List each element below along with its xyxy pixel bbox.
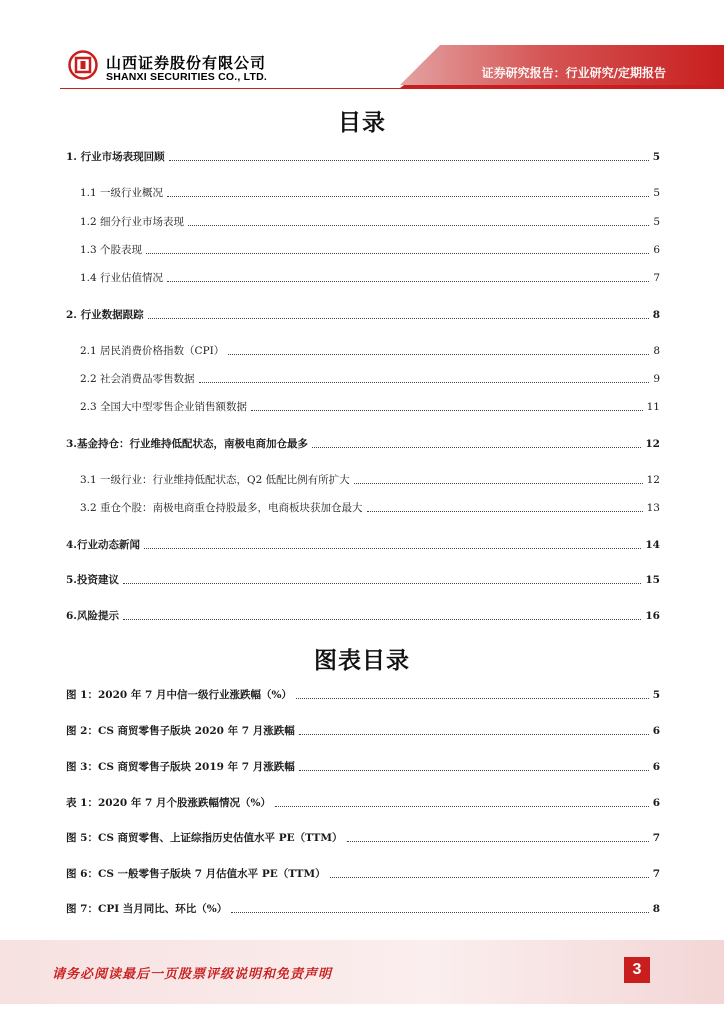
toc-entry-page: 8 xyxy=(653,345,660,357)
figure-entry[interactable] xyxy=(66,865,660,881)
toc-leader-dots xyxy=(275,806,649,807)
toc-leader-dots xyxy=(299,770,649,771)
toc-leader-dots xyxy=(144,548,641,549)
figure-entry-page: 5 xyxy=(652,689,660,701)
toc-entry-page: 13 xyxy=(646,502,660,514)
shanxi-securities-logo-icon xyxy=(68,50,98,80)
toc-entry-label: 1. 行业市场表现回顾 xyxy=(66,151,165,163)
toc-entry-label: 2.2 社会消费品零售数据 xyxy=(80,373,195,385)
toc-entry-page: 5 xyxy=(653,216,660,228)
toc-entry-label: 2. 行业数据跟踪 xyxy=(66,309,144,321)
toc-entry-page: 15 xyxy=(645,574,660,586)
toc-entry[interactable] xyxy=(66,148,660,164)
toc-leader-dots xyxy=(330,877,649,878)
toc-entry[interactable] xyxy=(66,435,660,451)
figure-entry-page: 6 xyxy=(652,725,660,737)
toc-entry[interactable] xyxy=(66,306,660,322)
company-name-en: SHANXI SECURITIES CO., LTD. xyxy=(106,71,267,83)
toc-entry-page: 9 xyxy=(653,373,660,385)
report-type-label: 证券研究报告：行业研究/定期报告 xyxy=(481,66,666,80)
toc-entry-label: 2.1 居民消费价格指数（CPI） xyxy=(80,345,225,357)
toc-leader-dots xyxy=(251,410,643,411)
toc-leader-dots xyxy=(123,583,641,584)
figure-entry-page: 7 xyxy=(652,868,660,880)
company-name-cn: 山西证券股份有限公司 xyxy=(106,54,267,72)
figure-entry-label: 表 1：2020 年 7 月个股涨跌幅情况（%） xyxy=(66,797,271,809)
figure-entry-page: 6 xyxy=(652,761,660,773)
toc-entry-label: 5.投资建议 xyxy=(66,574,119,586)
page-number: 3 xyxy=(624,957,650,983)
figure-entry-label: 图 2：CS 商贸零售子版块 2020 年 7 月涨跌幅 xyxy=(66,725,295,737)
toc-entry[interactable] xyxy=(80,471,660,487)
toc-entry-label: 3.基金持仓：行业维持低配状态，南极电商加仓最多 xyxy=(66,438,308,450)
toc-entry-label: 2.3 全国大中型零售企业销售额数据 xyxy=(80,401,248,413)
toc-entry-page: 12 xyxy=(646,474,660,486)
toc-entry[interactable] xyxy=(80,269,660,285)
toc-entry-page: 6 xyxy=(653,244,660,256)
figures-toc-title: 图表目录 xyxy=(314,648,410,674)
figure-entry[interactable] xyxy=(66,722,660,738)
footer-disclaimer: 请务必阅读最后一页股票评级说明和免责声明 xyxy=(52,967,333,982)
toc-leader-dots xyxy=(199,382,650,383)
toc-entry[interactable] xyxy=(80,184,660,200)
toc-entry[interactable] xyxy=(80,398,660,414)
toc-entry[interactable] xyxy=(80,370,660,386)
figure-entry[interactable] xyxy=(66,758,660,774)
toc-title: 目录 xyxy=(338,110,386,136)
toc-entry[interactable] xyxy=(66,571,660,587)
figure-entry-label: 图 1：2020 年 7 月中信一级行业涨跌幅（%） xyxy=(66,689,292,701)
toc-leader-dots xyxy=(167,196,649,197)
toc-entry-page: 12 xyxy=(645,438,660,450)
figure-entry[interactable] xyxy=(66,900,660,916)
toc-leader-dots xyxy=(169,160,649,161)
toc-entry-page: 7 xyxy=(653,272,660,284)
toc-entry-label: 3.1 一级行业：行业维持低配状态，Q2 低配比例有所扩大 xyxy=(80,474,350,486)
toc-entry-label: 4.行业动态新闻 xyxy=(66,539,140,551)
toc-leader-dots xyxy=(367,511,643,512)
toc-entry-label: 3.2 重仓个股：南极电商重仓持股最多，电商板块获加仓最大 xyxy=(80,502,363,514)
toc-leader-dots xyxy=(146,253,649,254)
figure-entry-page: 8 xyxy=(652,903,660,915)
toc-entry[interactable] xyxy=(80,213,660,229)
figure-entry[interactable] xyxy=(66,794,660,810)
toc-entry[interactable] xyxy=(66,607,660,623)
toc-entry-label: 1.1 一级行业概况 xyxy=(80,187,164,199)
toc-entry-label: 6.风险提示 xyxy=(66,610,119,622)
toc-leader-dots xyxy=(296,698,649,699)
figure-entry-page: 7 xyxy=(652,832,660,844)
toc-entry-page: 5 xyxy=(653,187,660,199)
figure-entry[interactable] xyxy=(66,829,660,845)
toc-entry-page: 16 xyxy=(645,610,660,622)
figure-entry-label: 图 6：CS 一般零售子版块 7 月估值水平 PE（TTM） xyxy=(66,868,326,880)
toc-entry-label: 1.4 行业估值情况 xyxy=(80,272,164,284)
report-header xyxy=(0,0,724,100)
toc-leader-dots xyxy=(123,619,641,620)
figure-entry-page: 6 xyxy=(652,797,660,809)
toc-entry-page: 5 xyxy=(652,151,660,163)
header-banner xyxy=(0,0,724,100)
toc-entry-page: 11 xyxy=(646,401,660,413)
toc-leader-dots xyxy=(354,483,643,484)
toc-leader-dots xyxy=(228,354,649,355)
toc-entry-page: 14 xyxy=(645,539,660,551)
toc-leader-dots xyxy=(148,318,649,319)
figure-entry[interactable] xyxy=(66,686,660,702)
toc-leader-dots xyxy=(188,225,649,226)
toc-leader-dots xyxy=(299,734,649,735)
toc-entry[interactable] xyxy=(80,241,660,257)
toc-leader-dots xyxy=(347,841,649,842)
toc-leader-dots xyxy=(167,281,649,282)
figure-entry-label: 图 5：CS 商贸零售、上证综指历史估值水平 PE（TTM） xyxy=(66,832,343,844)
toc-entry-label: 1.3 个股表现 xyxy=(80,244,143,256)
toc-entry[interactable] xyxy=(66,536,660,552)
figure-entry-label: 图 3：CS 商贸零售子版块 2019 年 7 月涨跌幅 xyxy=(66,761,295,773)
toc-entry[interactable] xyxy=(80,499,660,515)
toc-leader-dots xyxy=(231,912,648,913)
toc-entry[interactable] xyxy=(80,342,660,358)
toc-entry-page: 8 xyxy=(652,309,660,321)
toc-entry-label: 1.2 细分行业市场表现 xyxy=(80,216,185,228)
toc-leader-dots xyxy=(312,447,641,448)
figure-entry-label: 图 7：CPI 当月同比、环比（%） xyxy=(66,903,228,915)
